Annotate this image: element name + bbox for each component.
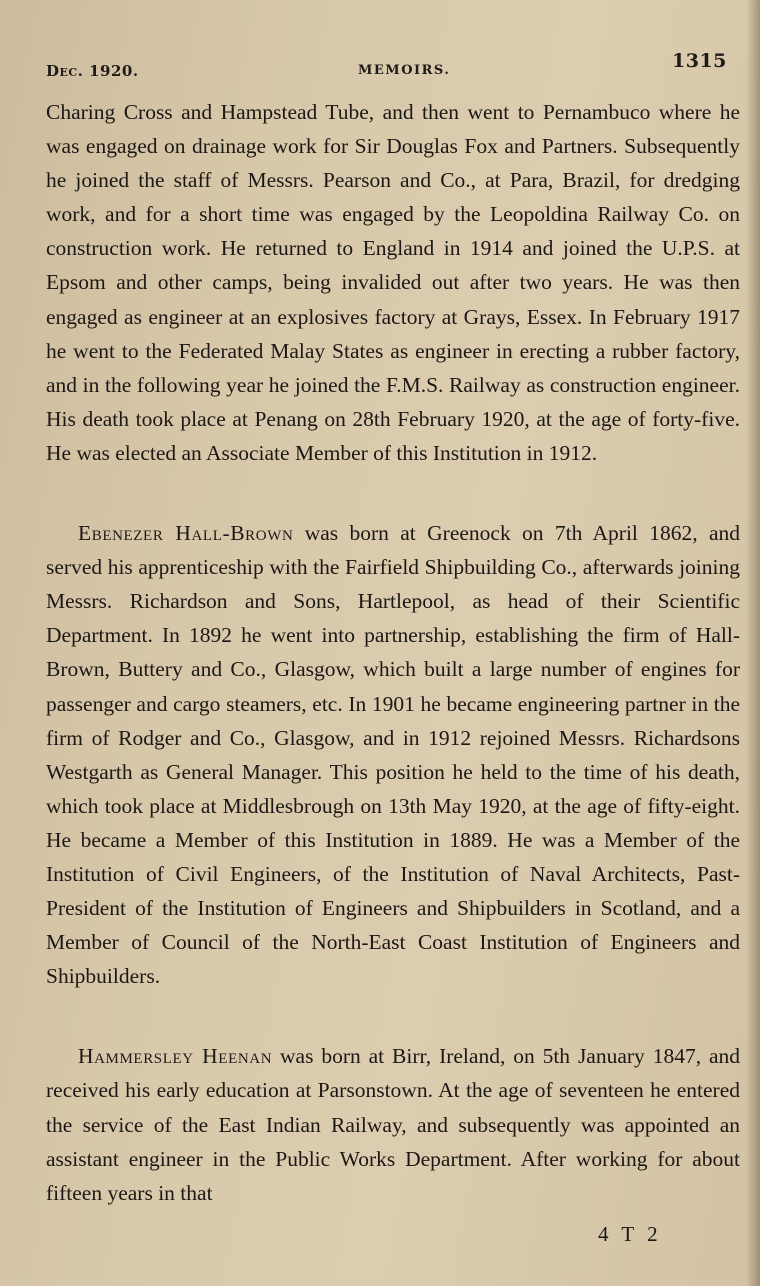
paragraph-text: was born at Birr, Ireland, on 5th January 1847, and received his early education at Parsonstown. At the age of seventeen he entered the service of the East Indian Railway, and subsequently was appointed an assistant engineer in the Public Works Department. After working for about fifteen years in that xyxy=(46,1044,740,1205)
memoir-entry-heenan xyxy=(46,1039,740,1209)
page-number: 1315 xyxy=(672,50,727,72)
memoir-name: Ebenezer Hall-Brown xyxy=(78,521,294,546)
paragraph-text: Charing Cross and Hampstead Tube, and then went to Pernambuco where he was engaged on drainage work for Sir Douglas Fox and Partners. Subsequently he joined the staff of Messrs. Pearson and Co., at Para, Brazil, for dredging work, and for a short time was engaged by the Leopoldina Railway Co. on construction work. He returned to England in 1914 and joined the U.P.S. at Epsom and other camps, being invalided out after two years. He was then engaged as engineer at an explosives factory at Grays, Essex. In February 1917 he went to the Federated Malay States as engineer in erecting a rubber factory, and in the following year he joined the F.M.S. Railway as construction engineer. His death took place at Penang on 28th February 1920, at the age of forty-five. He was elected an Associate Member of this Institution in 1912. xyxy=(46,100,740,465)
running-header xyxy=(0,50,760,90)
header-section-title: MEMOIRS. xyxy=(358,63,451,78)
memoir-entry-hall-brown xyxy=(46,516,740,993)
header-date: Dec. 1920. xyxy=(46,62,139,80)
page-edge-shadow xyxy=(746,0,760,1286)
memoir-continuation-paragraph xyxy=(46,95,740,470)
paragraph-text: was born at Greenock on 7th April 1862, and served his apprenticeship with the Fairfield Shipbuilding Co., afterwards joining Messrs. Richardson and Sons, Hartlepool, as head of their Scientific Department. In 1892 he went into partnership, establishing the firm of Hall-Brown, Buttery and Co., Glasgow, which built a large number of engines for passenger and cargo steamers, etc. In 1901 he became engineering partner in the firm of Rodger and Co., Glasgow, and in 1912 rejoined Messrs. Richardsons Westgarth as General Manager. This position he held to the time of his death, which took place at Middlesbrough on 13th May 1920, at the age of fifty-eight. He became a Member of this Institution in 1889. He was a Member of the Institution of Civil Engineers, of the Institution of Naval Architects, Past-President of the Institution of Engineers and Shipbuilders in Scotland, and a Member of Council of the North-East Coast Institution of Engineers and Shipbuilders. xyxy=(46,521,740,989)
memoir-name: Hammersley Heenan xyxy=(78,1044,273,1069)
signature-mark: 4 T 2 xyxy=(598,1222,662,1246)
memoir-text xyxy=(46,95,740,1210)
